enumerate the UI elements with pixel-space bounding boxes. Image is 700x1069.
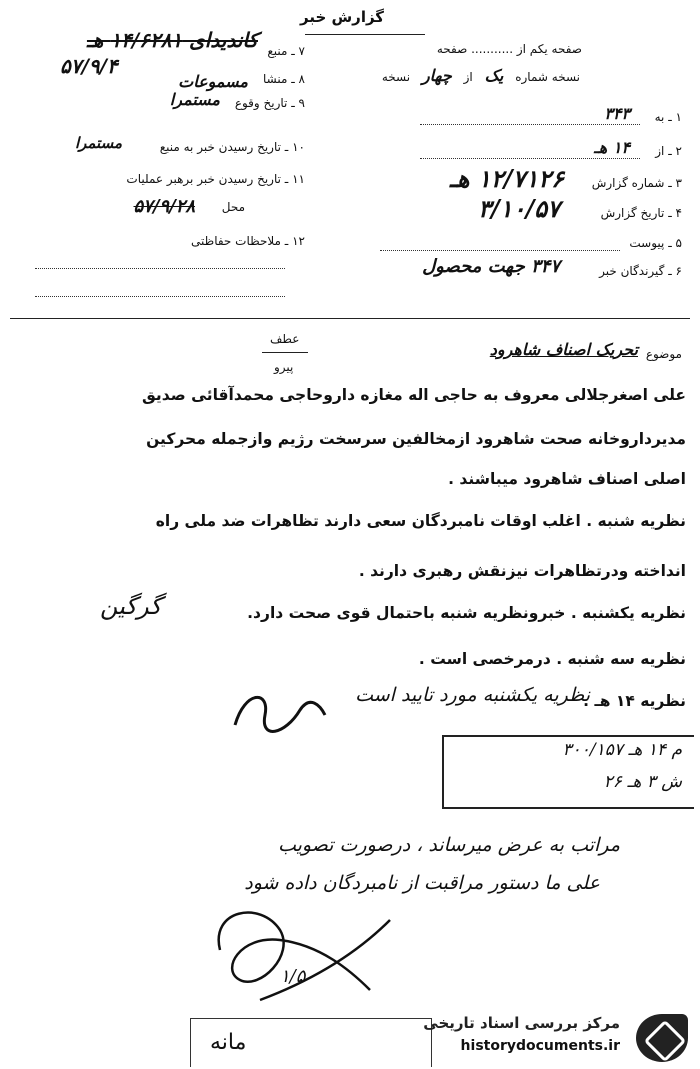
field-recipients-label: ۶ ـ گیرندگان خبر [599, 264, 682, 278]
body-line-8: نظریه ۱۴ هـ . [583, 692, 686, 710]
field-page-count: صفحه یکم از ........... صفحه [436, 42, 582, 56]
minute-line-1: مراتب به عرض میرساند ، درصورت تصویب [277, 834, 620, 856]
field-place-value: ۵۷/۹/۲۸ [133, 196, 195, 217]
field-recipients-value: ۳۴۷ جهت محصول [422, 256, 560, 277]
reference-label: عطف [270, 332, 300, 346]
copy-number-mid: از [463, 70, 473, 84]
body-line-4: نظریه شنبه . اغلب اوقات نامبردگان سعی دارند تظاهرات ضد ملی راه [155, 512, 686, 530]
body-line-5: انداخته ودرتظاهرات نیزنقش رهبری دارند . [358, 562, 686, 580]
field-place-label: محل [221, 200, 245, 214]
document-title: گزارش خبر [300, 8, 385, 26]
title-underline [305, 34, 425, 35]
signature-curl-icon [225, 685, 335, 745]
field-source-receipt-value: مستمرا [74, 134, 122, 152]
watermark-url: historydocuments.ir [460, 1038, 620, 1054]
notes-dots-2 [35, 296, 285, 297]
final-signature-icon [200, 890, 420, 1020]
copy-number-end: نسخه [381, 70, 411, 84]
field-attachment-label: ۵ ـ پیوست [629, 236, 682, 250]
field-copy-number [382, 66, 580, 85]
yekshanbe-signature: گرگین [100, 592, 162, 620]
body-line-1: علی اصغرجلالی معروف به حاجی اله مغازه داروحاجی محمدآقائی صدیق [141, 386, 686, 404]
field-origin-value: مسموعات [178, 72, 248, 91]
field-source-value: کاندیدای ۱۴/۶۲۸۱ هـ [86, 28, 258, 52]
body-line-7: نظریه سه شنبه . درمرخصی است . [418, 650, 686, 668]
copy-total-hand: چهار [421, 66, 452, 85]
field-from-value: ۱۴ هـ [594, 138, 630, 157]
copy-number-label: نسخه شماره [515, 70, 580, 84]
field-to-label: ۱ ـ به [654, 110, 682, 124]
stamp-line-2: ش ۳ هـ ۲۶ [603, 772, 682, 792]
watermark-name: مرکز بررسی اسناد تاریخی [423, 1014, 620, 1032]
field-source-receipt-label: ۱۰ ـ تاریخ رسیدن خبر به منبع [159, 140, 305, 154]
minute-line-2: علی ما دستور مراقبت از نامبردگان داده شود [244, 872, 600, 894]
subject-label: موضوع [645, 347, 682, 361]
field-occurrence-date-value: مستمرا [169, 90, 220, 109]
field-to-dots [420, 124, 640, 125]
field-attachment-dots [380, 250, 620, 251]
field-report-date-label: ۴ ـ تاریخ گزارش [600, 206, 682, 220]
body-line-3: اصلی اصناف شاهرود میباشند . [448, 470, 686, 488]
stamp-line-1: م ۱۴ هـ ۳۰۰/۱۵۷ [562, 740, 682, 760]
margin-date: ۵۷/۹/۴ [60, 54, 118, 78]
body-line-2: مدیرداروخانه صحت شاهرود ازمخالفین سرسخت رژیم وازجمله محرکین [146, 430, 686, 448]
followup-label: پیرو [274, 360, 294, 374]
field-source-label: ۷ ـ منبع [267, 44, 305, 58]
field-occurrence-date-label: ۹ ـ تاریخ وقوع [234, 96, 305, 110]
field-security-notes-label: ۱۲ ـ ملاحظات حفاظتی [191, 234, 305, 248]
field-report-number-label: ۳ ـ شماره گزارش [591, 176, 682, 190]
notes-dots-1 [35, 268, 285, 269]
field-ops-receipt-label: ۱۱ ـ تاریخ رسیدن خبر برهبر عملیات [126, 172, 305, 186]
field-report-date-value: ۳/۱۰/۵۷ [478, 194, 560, 223]
field-from-label: ۲ ـ از [655, 144, 682, 158]
page-number-hand: ۱/۵ [280, 966, 306, 987]
field-to-value: ۳۴۳ [604, 104, 630, 123]
body-line-6: نظریه یکشنبه . خبرونظریه شنبه باحتمال قوی صحت دارد. [247, 604, 686, 622]
copy-number-hand: یک [484, 66, 504, 85]
field-origin-label: ۸ ـ منشا [262, 72, 305, 86]
header-separator [10, 318, 690, 319]
field-from-dots [420, 158, 640, 159]
footer-stamp-text: مانه [210, 1030, 247, 1055]
reference-divider [262, 352, 308, 353]
nazariye-14-handwriting: نظریه یکشنبه مورد تایید است [355, 684, 590, 706]
subject-value: تحریک اصناف شاهرود [489, 340, 638, 359]
field-report-number-value: ۱۲/۷۱۲۶ هـ [449, 164, 564, 193]
